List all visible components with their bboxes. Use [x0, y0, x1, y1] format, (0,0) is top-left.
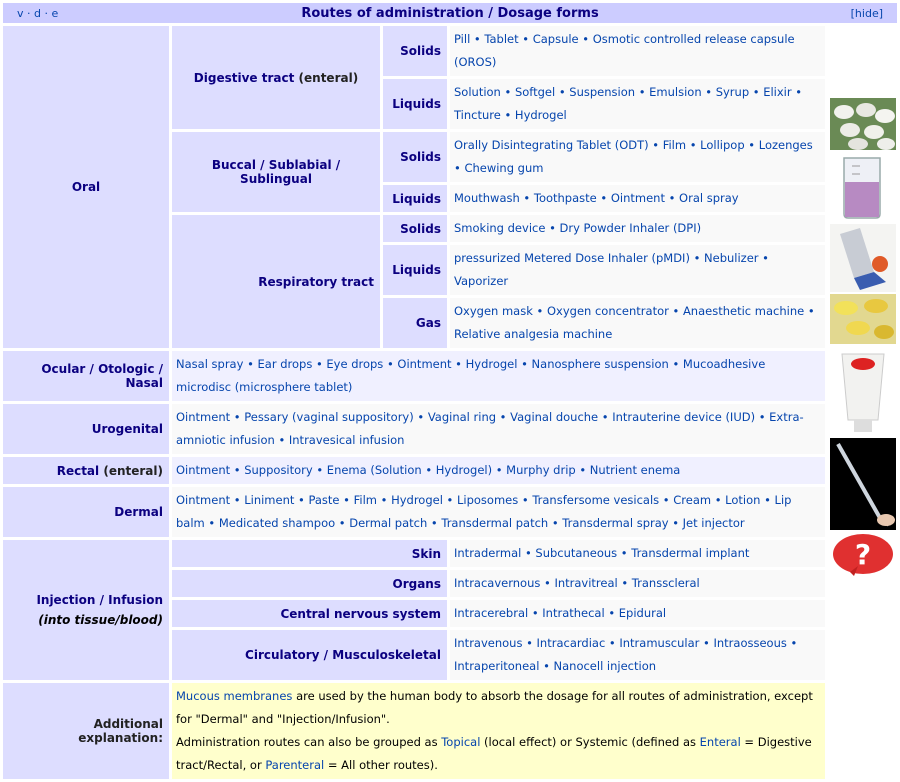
group-respiratory[interactable]: Respiratory tract	[172, 215, 380, 348]
vde-links[interactable]: v · d · e	[17, 7, 59, 20]
list-resp-gas[interactable]: Oxygen mask • Oxygen concentrator • Anaesthetic machine • Relative analgesia machine	[450, 298, 825, 348]
navbox-title[interactable]: Routes of administration / Dosage forms	[301, 5, 599, 21]
list-cns[interactable]: Intracerebral • Intrathecal • Epidural	[450, 600, 825, 627]
list-skin[interactable]: Intradermal • Subcutaneous • Transdermal implant	[450, 540, 825, 567]
group-ocular[interactable]: Ocular / Otologic / Nasal	[3, 351, 169, 401]
ointment-tube-image[interactable]	[830, 346, 896, 436]
inhaler-image[interactable]	[830, 224, 896, 292]
group-dermal[interactable]: Dermal	[3, 487, 169, 537]
group-injection	[3, 540, 169, 680]
parenteral-link[interactable]: Parenteral	[265, 758, 325, 772]
explanation-p2a: Administration routes can also be grouped as	[176, 735, 442, 749]
subgroup-skin: Skin	[172, 540, 447, 567]
list-urogenital[interactable]: Ointment • Pessary (vaginal suppository) • Vaginal ring • Vaginal douche • Intrauterine device (IUD) • Extra-amniotic infusion • Intravesical infusion	[172, 404, 825, 454]
subgroup-solids: Solids	[383, 26, 447, 76]
list-resp-liquids[interactable]: pressurized Metered Dose Inhaler (pMDI) • Nebulizer • Vaporizer	[450, 245, 825, 295]
list-digestive-liquids[interactable]: Solution • Softgel • Suspension • Emulsion • Syrup • Elixir • Tincture • Hydrogel	[450, 79, 825, 129]
list-ocular[interactable]: Nasal spray • Ear drops • Eye drops • Ointment • Hydrogel • Nanosphere suspension • Mucoadhesive microdisc (microsphere tablet)	[172, 351, 825, 401]
group-rectal	[3, 457, 169, 484]
subgroup-liquids: Liquids	[383, 79, 447, 129]
list-circulatory[interactable]: Intravenous • Intracardiac • Intramuscular • Intraosseous • Intraperitoneal • Nanocell injection	[450, 630, 825, 680]
explanation-p1: are used by the human body to absorb the dosage for all routes of administration, except for "Dermal" and "Injection/Infusion".	[176, 689, 813, 726]
subgroup-liquids: Liquids	[383, 185, 447, 212]
pills-image[interactable]	[830, 98, 896, 150]
svg-text:?: ?	[854, 538, 871, 571]
group-buccal[interactable]: Buccal / Sublabial / Sublingual	[172, 132, 380, 212]
beaker-image[interactable]	[830, 152, 896, 222]
image-column	[828, 26, 897, 779]
explanation-p2d: = All other routes).	[324, 758, 438, 772]
mucous-membranes-link[interactable]: Mucous membranes	[176, 689, 293, 703]
subgroup-liquids: Liquids	[383, 245, 447, 295]
hide-toggle[interactable]: [hide]	[850, 7, 884, 20]
explanation-p2b: (local effect) or Systemic (defined as	[480, 735, 700, 749]
list-digestive-solids[interactable]: Pill • Tablet • Capsule • Osmotic controlled release capsule (OROS)	[450, 26, 825, 76]
group-oral[interactable]: Oral	[3, 26, 169, 348]
rectal-suffix: (enteral)	[99, 463, 163, 478]
subgroup-solids: Solids	[383, 215, 447, 242]
list-rectal[interactable]: Ointment • Suppository • Enema (Solution • Hydrogel) • Murphy drip • Nutrient enema	[172, 457, 825, 484]
digestive-link[interactable]: Digestive tract	[193, 70, 295, 85]
enteral-link[interactable]: Enteral	[699, 735, 741, 749]
rectal-link[interactable]: Rectal	[56, 463, 100, 478]
subgroup-solids: Solids	[383, 132, 447, 182]
explanation-p2c: = Digestive tract/Rectal, or	[176, 735, 812, 772]
injection-subtitle: (into tissue/blood)	[38, 613, 163, 627]
group-urogenital[interactable]: Urogenital	[3, 404, 169, 454]
explanation-text	[172, 683, 825, 779]
list-organs[interactable]: Intracavernous • Intravitreal • Transscleral	[450, 570, 825, 597]
syringe-image[interactable]	[830, 438, 896, 530]
list-dermal[interactable]: Ointment • Liniment • Paste • Film • Hydrogel • Liposomes • Transfersome vesicals • Cream • Lotion • Lip balm • Medicated shampoo • Dermal patch • Transdermal patch • Transdermal spray • Jet injector	[172, 487, 825, 537]
injection-link[interactable]: Injection / Infusion	[36, 593, 163, 607]
list-buccal-liquids[interactable]: Mouthwash • Toothpaste • Ointment • Oral spray	[450, 185, 825, 212]
navbox-title-bar	[3, 3, 897, 23]
list-buccal-solids[interactable]: Orally Disintegrating Tablet (ODT) • Film • Lollipop • Lozenges • Chewing gum	[450, 132, 825, 182]
additional-label: Additional explanation:	[78, 717, 163, 745]
topical-link[interactable]: Topical	[441, 735, 481, 749]
subgroup-cns[interactable]: Central nervous system	[172, 600, 447, 627]
group-digestive-tract	[172, 26, 380, 129]
subgroup-circulatory: Circulatory / Musculoskeletal	[172, 630, 447, 680]
digestive-suffix: (enteral)	[294, 70, 359, 85]
list-resp-solids[interactable]: Smoking device • Dry Powder Inhaler (DPI)	[450, 215, 825, 242]
question-mark-icon[interactable]	[830, 532, 896, 578]
subgroup-organs: Organs	[172, 570, 447, 597]
subgroup-gas: Gas	[383, 298, 447, 348]
group-additional-explanation	[3, 683, 169, 779]
softgel-image[interactable]	[830, 294, 896, 344]
